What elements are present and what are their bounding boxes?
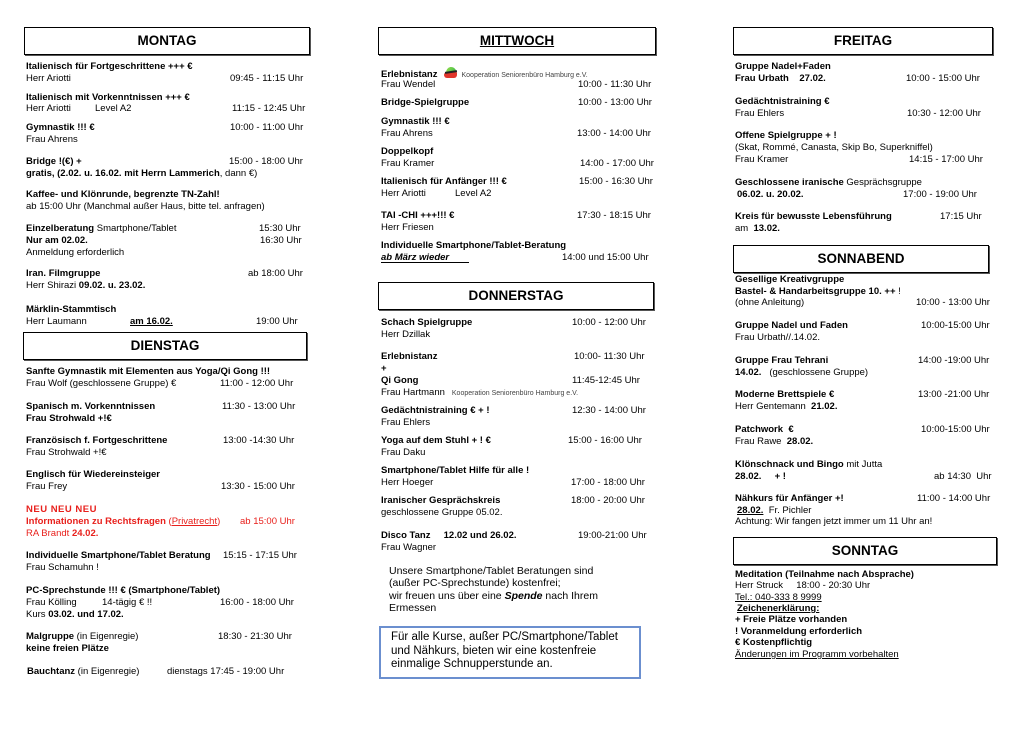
course-time: 11:30 - 13:00 Uhr — [222, 401, 296, 412]
footer-note: Änderungen im Programm vorbehalten — [735, 649, 899, 660]
note-line: Unsere Smartphone/Tablet Beratungen sind — [389, 565, 594, 577]
date-label: am — [735, 223, 754, 234]
course-title: Meditation (Teilnahme nach Absprache) — [735, 569, 914, 580]
course-time: 15:00 - 18:00 Uhr — [229, 156, 303, 167]
course-time: 10:30 - 12:00 Uhr — [907, 108, 981, 119]
title-bold: Malgruppe — [26, 631, 75, 642]
course-time: 10:00 - 12:00 Uhr — [572, 317, 646, 328]
legend-euro: € Kostenpflichtig — [735, 637, 813, 648]
course-time: ab 14:30 Uhr — [934, 471, 992, 482]
course-time: 10:00-15:00 Uhr — [921, 320, 990, 331]
course-leader: Herr Ariotti — [26, 73, 71, 84]
course-time: 10:00- 11:30 Uhr — [574, 351, 645, 362]
course-time: 15:00 - 16:30 Uhr — [579, 176, 653, 187]
title-text: (in Eigenregie) — [74, 631, 139, 642]
course-note — [735, 367, 868, 379]
course-date — [735, 223, 780, 235]
course-leader: Frau Wolf (geschlossene Gruppe) € — [26, 378, 177, 389]
course-time: 13:00 -14:30 Uhr — [223, 435, 295, 446]
course-leader: Frau Kramer — [735, 154, 789, 165]
course-title: Bridge !(€) + — [26, 156, 82, 167]
note-text: , dann €) — [219, 168, 258, 179]
leader-name: Fr. Pichler — [763, 505, 812, 516]
course-title-row — [381, 67, 588, 79]
course-time: 12:30 - 14:00 Uhr — [572, 405, 646, 416]
course-title: Märklin-Stammtisch — [26, 304, 117, 315]
course-title — [26, 631, 138, 643]
legend-title: Zeichenerklärung: — [737, 603, 820, 614]
course-time: 16:00 - 18:00 Uhr — [220, 597, 294, 608]
note-line: (außer PC-Sprechstunde) kostenfrei; — [389, 577, 561, 589]
course-leader: Herr Laumann — [26, 316, 87, 327]
course-title: Italienisch für Anfänger !!! € — [381, 176, 507, 187]
course-time: 11:00 - 12:00 Uhr — [220, 378, 294, 389]
course-title: Patchwork € — [735, 424, 794, 435]
box-line: und Nähkurs, bieten wir eine kostenfreie — [391, 644, 597, 657]
seniorenbuero-logo-icon — [444, 67, 458, 79]
course-title: Gedächtnistraining € — [735, 96, 830, 107]
course-time: 14:00 - 17:00 Uhr — [580, 158, 654, 169]
sonnabend-header: SONNABEND — [733, 245, 989, 273]
title-text: (in Eigenregie) — [75, 666, 140, 677]
course-title: Sanfte Gymnastik mit Elementen aus Yoga/Qi Gong !!! — [26, 366, 271, 377]
course-title: Kreis für bewusste Lebensführung — [735, 211, 892, 222]
course-title: Nähkurs für Anfänger +! — [735, 493, 844, 504]
course-leader: Frau Schamuhn ! — [26, 562, 99, 573]
course-title: Gruppe Frau Tehrani — [735, 355, 829, 366]
course-time: 14:15 - 17:00 Uhr — [909, 154, 983, 165]
box-line: Für alle Kurse, außer PC/Smartphone/Tablet — [391, 631, 618, 643]
course-leader: Herr Hoeger — [381, 477, 434, 488]
trial-lesson-box — [379, 626, 641, 679]
course-title: Gesellige Kreativgruppe — [735, 274, 845, 285]
course-level: Level A2 — [455, 188, 492, 199]
course-leader: Frau Ahrens — [381, 128, 433, 139]
course-title: Gruppe Nadel und Faden — [735, 320, 848, 331]
course-time: 19:00-21:00 Uhr — [578, 530, 647, 541]
course-time: 13:30 - 15:00 Uhr — [221, 481, 295, 492]
cooperation-note: Kooperation Seniorenbüro Hamburg e.V. — [461, 72, 588, 79]
course-note — [26, 168, 257, 180]
course-leader: Frau Hartmann — [381, 387, 445, 398]
course-leader — [26, 280, 145, 292]
course-time: 09:45 - 11:15 Uhr — [230, 73, 304, 84]
note-emphasis: Spende — [504, 590, 543, 602]
course-title: Italienisch für Fortgeschrittene +++ € — [26, 61, 193, 72]
course-leader: Frau Strohwald +!€ — [26, 447, 107, 458]
course-leader: Frau Daku — [381, 447, 426, 458]
course-level: Level A2 — [95, 103, 132, 114]
title-text: ! — [895, 286, 901, 297]
course-time: 19:00 Uhr — [256, 316, 298, 327]
course-title — [26, 223, 176, 235]
course-leader: Frau Wendel — [381, 79, 436, 90]
title-bold: Geschlossene iranische — [735, 177, 844, 188]
course-title: TAI -CHI +++!!! € — [381, 210, 455, 221]
course-leader: Frau Kramer — [381, 158, 435, 169]
title-text: mit Jutta — [843, 459, 883, 470]
course-leader: Herr Friesen — [381, 222, 434, 233]
course-dates: 06.02. u. 20.02. — [737, 189, 804, 200]
course-title: Kaffee- und Klönrunde, begrenzte TN-Zahl! — [26, 189, 220, 200]
course-title — [27, 666, 139, 678]
title-bold: Bastel- & Handarbeitsgruppe 10. ++ — [735, 286, 896, 297]
leader-name: RA Brandt — [26, 528, 72, 539]
title-bold: Klönschnack und Bingo — [735, 459, 844, 470]
course-title: Iranischer Gesprächskreis — [381, 495, 501, 506]
course-time: 18:00 - 20:00 Uhr — [571, 495, 645, 506]
mittwoch-header: MITTWOCH — [378, 27, 656, 55]
course-leader: Frau Ahrens — [26, 134, 78, 145]
cooperation-note: Kooperation Seniorenbüro Hamburg e.V. — [451, 390, 579, 397]
course-time: 10:00 - 13:00 Uhr — [578, 97, 652, 108]
legend-plus: + Freie Plätze vorhanden — [735, 614, 848, 625]
note-bold: gratis, (2.02. u. 16.02. mit Herrn Lammerich — [26, 168, 220, 179]
course-time: 14:00 und 15:00 Uhr — [562, 252, 649, 263]
paren-open: ( — [165, 516, 172, 527]
course-title: Qi Gong — [381, 375, 419, 386]
course-time: 17:30 - 18:15 Uhr — [577, 210, 651, 221]
course-note: ab März wieder — [381, 252, 469, 263]
course-title: Englisch für Wiedereinsteiger — [26, 469, 161, 480]
course-date: Nur am 02.02. — [26, 235, 88, 246]
course-time: 11:45-12:45 Uhr — [572, 375, 640, 386]
course-title: Smartphone/Tablet Hilfe für alle ! — [381, 465, 530, 476]
donnerstag-header: DONNERSTAG — [378, 282, 654, 310]
course-leader — [735, 401, 837, 413]
course-time: 10:00-15:00 Uhr — [921, 424, 990, 435]
course-time: 16:30 Uhr — [260, 235, 302, 246]
course-leader: Frau Ehlers — [735, 108, 785, 119]
legend-exclamation: ! Voranmeldung erforderlich — [735, 626, 863, 637]
course-time: 10:00 - 11:00 Uhr — [230, 122, 304, 133]
course-title: Disco Tanz 12.02 und 26.02. — [381, 530, 517, 541]
course-title — [735, 177, 922, 189]
leader-dates: 09.02. u. 23.02. — [78, 280, 146, 291]
course-time: 15:00 - 16:00 Uhr — [568, 435, 642, 446]
course-leader: Herr Ariotti — [26, 103, 71, 114]
course-time: dienstags 17:45 - 19:00 Uhr — [167, 666, 285, 677]
course-plus: + — [381, 363, 387, 374]
course-date: am 16.02. — [130, 316, 173, 327]
course-time: 17:00 - 19:00 Uhr — [903, 189, 977, 200]
course-time: 10:00 - 11:30 Uhr — [578, 79, 652, 90]
course-dates — [26, 609, 124, 621]
montag-header: MONTAG — [24, 27, 310, 55]
course-title: Schach Spielgruppe — [381, 317, 473, 328]
course-title: Bridge-Spielgruppe — [381, 97, 470, 108]
course-leader-row — [381, 387, 578, 399]
leader-name: Herr Gentemann — [735, 401, 812, 412]
course-title: Individuelle Smartphone/Tablet Beratung — [26, 550, 211, 561]
course-leader: Frau Urbath//.14.02. — [735, 332, 821, 343]
course-date: 28.02. — [737, 505, 764, 516]
leader-date: 28.02. — [786, 436, 814, 447]
course-note: Anmeldung erforderlich — [26, 247, 125, 258]
course-note: (Skat, Rommé, Canasta, Skip Bo, Superkniffel) — [735, 142, 933, 153]
course-title: Offene Spielgruppe + ! — [735, 130, 837, 141]
sonntag-header: SONNTAG — [733, 537, 997, 565]
course-time: 17:15 Uhr — [940, 211, 982, 222]
phone-link[interactable]: Tel.: 040-333 8 9999 — [735, 592, 822, 603]
note-date: 14.02. — [735, 367, 762, 378]
course-title: Gymnastik !!! € — [381, 116, 450, 127]
course-leader: Frau Urbath 27.02. — [735, 73, 826, 84]
course-title: Doppelkopf — [381, 146, 434, 157]
course-title: Französisch f. Fortgeschrittene — [26, 435, 168, 446]
course-leader: geschlossene Gruppe 05.02. — [381, 507, 503, 518]
course-title: Moderne Brettspiele € — [735, 389, 835, 400]
course-leader: Frau Wagner — [381, 542, 437, 553]
course-time: 10:00 - 13:00 Uhr — [916, 297, 990, 308]
course-time: 18:30 - 21:30 Uhr — [218, 631, 292, 642]
note-line: Ermessen — [389, 602, 437, 614]
course-time: ab 18:00 Uhr — [248, 268, 303, 279]
course-time: ab 15:00 Uhr — [240, 516, 295, 527]
course-title: Spanisch m. Vorkenntnissen — [26, 401, 156, 412]
course-leader: Herr Struck 18:00 - 20:30 Uhr — [735, 580, 871, 591]
course-time: 13:00 - 14:00 Uhr — [577, 128, 651, 139]
course-title: Gruppe Nadel+Faden — [735, 61, 831, 72]
box-line: einmalige Schnupperstunde an. — [391, 658, 553, 670]
course-leader — [26, 528, 98, 540]
leader-name: Herr Shirazi — [26, 280, 79, 291]
course-note: ab 15:00 Uhr (Manchmal außer Haus, bitte tel. anfragen) — [26, 201, 265, 212]
course-title: Iran. Filmgruppe — [26, 268, 101, 279]
course-title: Erlebnistanz — [381, 69, 438, 80]
title-sub: Privatrecht — [171, 516, 218, 527]
course-title: Erlebnistanz — [381, 351, 438, 362]
course-leader — [735, 436, 813, 448]
course-time: 10:00 - 15:00 Uhr — [906, 73, 980, 84]
course-note: keine freien Plätze — [26, 643, 109, 654]
note-text: wir freuen uns über eine — [389, 590, 505, 602]
course-title — [735, 459, 882, 471]
leader-name: Frau Rawe — [735, 436, 787, 447]
course-date: 28.02. + ! — [735, 471, 786, 482]
dates-value: 03.02. und 17.02. — [48, 609, 124, 620]
course-time: 15:15 - 17:15 Uhr — [223, 550, 297, 561]
title-bold: Bauchtanz — [27, 666, 76, 677]
course-time: 11:15 - 12:45 Uhr — [232, 103, 306, 114]
course-time: 15:30 Uhr — [259, 223, 301, 234]
note-line — [389, 590, 598, 603]
title-bold: Informationen zu Rechtsfragen — [26, 516, 166, 527]
course-leader: Frau Kölling — [26, 597, 77, 608]
dienstag-header: DIENSTAG — [23, 332, 307, 360]
course-title: PC-Sprechstunde !!! € (Smartphone/Tablet) — [26, 585, 221, 596]
course-frequency: 14-tägig € !! — [102, 597, 153, 608]
leader-date: 24.02. — [71, 528, 99, 539]
note-text: nach Ihrem — [542, 590, 598, 602]
title-bold: Einzelberatung — [26, 223, 95, 234]
dates-label: Kurs — [26, 609, 49, 620]
course-title: Gymnastik !!! € — [26, 122, 95, 133]
course-leader: Herr Ariotti — [381, 188, 426, 199]
course-title: Yoga auf dem Stuhl + ! € — [381, 435, 491, 446]
leader-date: 21.02. — [811, 401, 838, 412]
course-title: Gedächtnistraining € + ! — [381, 405, 490, 416]
title-text: Gesprächsgruppe — [843, 177, 922, 188]
course-time: 13:00 -21:00 Uhr — [918, 389, 990, 400]
course-leader: Frau Ehlers — [381, 417, 431, 428]
course-title: Individuelle Smartphone/Tablet-Beratung — [381, 240, 567, 251]
course-title — [26, 516, 220, 528]
course-note: (ohne Anleitung) — [735, 297, 805, 308]
freitag-header: FREITAG — [733, 27, 993, 55]
course-note: Achtung: Wir fangen jetzt immer um 11 Uhr an! — [735, 516, 933, 527]
course-leader: Frau Frey — [26, 481, 68, 492]
course-leader: Frau Strohwald +!€ — [26, 413, 112, 424]
course-time: 14:00 -19:00 Uhr — [918, 355, 990, 366]
course-time: 11:00 - 14:00 Uhr — [917, 493, 991, 504]
course-time: 17:00 - 18:00 Uhr — [571, 477, 645, 488]
note-text: (geschlossene Gruppe) — [761, 367, 869, 378]
title-text: Smartphone/Tablet — [94, 223, 177, 234]
course-leader: Herr Dzillak — [381, 329, 431, 340]
date-value: 13.02. — [753, 223, 780, 234]
paren-close: ) — [217, 516, 221, 527]
new-badge: NEU NEU NEU — [26, 504, 97, 515]
course-title: Italienisch mit Vorkenntnissen +++ € — [26, 92, 190, 103]
